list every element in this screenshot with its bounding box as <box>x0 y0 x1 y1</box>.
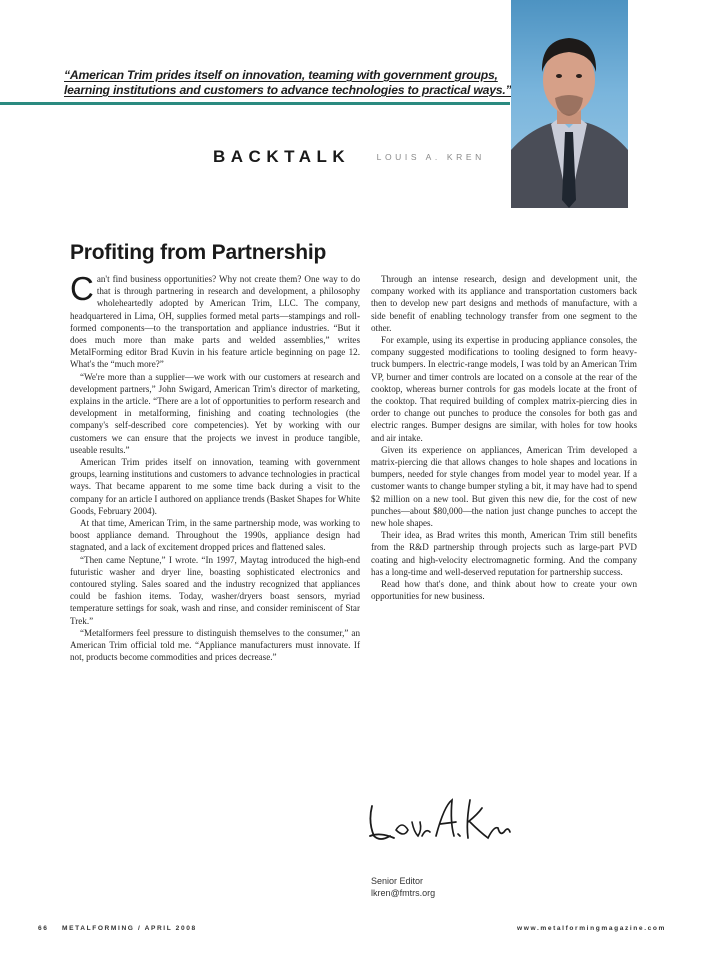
signature-block <box>371 875 435 899</box>
publication-name: METALFORMING / APRIL 2008 <box>61 925 197 932</box>
drop-cap: C <box>70 270 94 307</box>
paragraph: Given its experience on appliances, American Trim developed a matrix-piercing die that allows changes to hole shapes and locations in bumpers, needed for style changes from model year to model year. If a customer wants to change bumper styling a bit, it may have had to spend $2 million on a new tool. But given this new die, for the cost of new punches—about $80,000—the nation just change punches to accept the new hole shapes. <box>371 444 637 529</box>
paragraph: “Then came Neptune,” I wrote. “In 1997, Maytag introduced the high-end futuristic washer and dryer line, boasting sophisticated electronics and contoured styling. Sales soared and the industry recognized that appliances could be fashion items. Today, washer/dryers boast sensors, myriad temperature settings for soak, wash and rinse, and consider reminiscent of Star Trek.” <box>70 554 360 626</box>
article-title: Profiting from Partnership <box>70 241 327 264</box>
website-url[interactable]: www.metalformingmagazine.com <box>517 925 666 932</box>
column-header <box>213 147 485 167</box>
author-name: LOUIS A. KREN <box>376 152 485 162</box>
left-column <box>70 270 360 664</box>
paragraph-text: an't find business opportunities? Why not create them? One way to do that is through partnering in research and development, a philosophy wholeheartedly adopted by American Trim, LLC. The company, headquartered in Lima, OH, supplies formed metal parts—stampings and roll-formed components—to the transportation and appliance industries. “But it does much more than make parts and welded assemblies,” writes MetalForming editor Brad Kuvin in his feature article beginning on page 12. What's the “much more?” <box>70 274 360 370</box>
paragraph: Read how that's done, and think about how to create your own opportunities for new business. <box>371 579 637 602</box>
author-photo <box>511 0 628 208</box>
paragraph: American Trim prides itself on innovation, teaming with government groups, learning institutions and customers to advance technologies in practical ways. That became apparent to me some time back during a visit to the company for an article I authored on appliance trends (Basket Shapes for White Goods, February 2004). <box>70 457 360 516</box>
pull-quote-line: learning institutions and customers to advance technologies to practical ways.” <box>64 83 512 97</box>
paragraph: For example, using its expertise in producing appliance consoles, the company suggested modifications to tooling designed to form heavy-truck bumpers. In electric-range models, I was told by an American Trim VP, burner and timer controls are located on a console at the rear of the cooktop, whereas burner controls for gas models locate at the front of the cooktop. That required building of complex matrix-piercing dies in order to change out punches to produce the consoles for both gas and electric ranges. Bumper designs are similar, with holes for tow hooks and air intake. <box>371 335 637 443</box>
page-number: 66 <box>38 925 49 932</box>
paragraph: Through an intense research, design and development unit, the company worked with its appliance and transportation customers back then to develop new part designs and methods of manufacture, with a side benefit of enabling technology transfer from one segment to the other. <box>371 274 637 333</box>
paragraph: At that time, American Trim, in the same partnership mode, was working to boost appliance demand. Throughout the 1990s, appliance design had stagnated, and a lack of excitement dropped prices and flattened sales. <box>70 518 360 553</box>
accent-rule <box>0 102 510 105</box>
signature-role: Senior Editor <box>371 876 424 886</box>
handwritten-signature <box>362 792 512 859</box>
page-footer <box>38 925 666 932</box>
right-column <box>371 273 637 602</box>
section-title: BACKTALK <box>213 147 351 166</box>
paragraph: Their idea, as Brad writes this month, American Trim still benefits from the R&D partnership through projects such as large-part PVD coating and high-velocity electromagnetic forming. And the company has a long-time and well-deserved reputation for partnership success. <box>371 530 637 577</box>
paragraph <box>70 270 360 371</box>
pull-quote <box>64 68 512 98</box>
paragraph: “Metalformers feel pressure to distinguish themselves to the consumer,” an American Trim official told me. “Appliance manufacturers must innovate. If not, products become commodities and prices decrease.” <box>70 627 360 663</box>
paragraph: “We're more than a supplier—we work with our customers at research and development partners,” John Swigard, American Trim's director of marketing, explains in the article. “There are a lot of opportunities to perform research and development in metalforming, finishing and coating technologies (the company's self-described core competencies). Yet by working with our customers we can ensure that the projects we invest in produce tangible, useable results.” <box>70 371 360 455</box>
signature-email[interactable]: lkren@fmtrs.org <box>371 888 436 898</box>
pull-quote-line: “American Trim prides itself on innovation, teaming with government groups, <box>64 68 498 82</box>
